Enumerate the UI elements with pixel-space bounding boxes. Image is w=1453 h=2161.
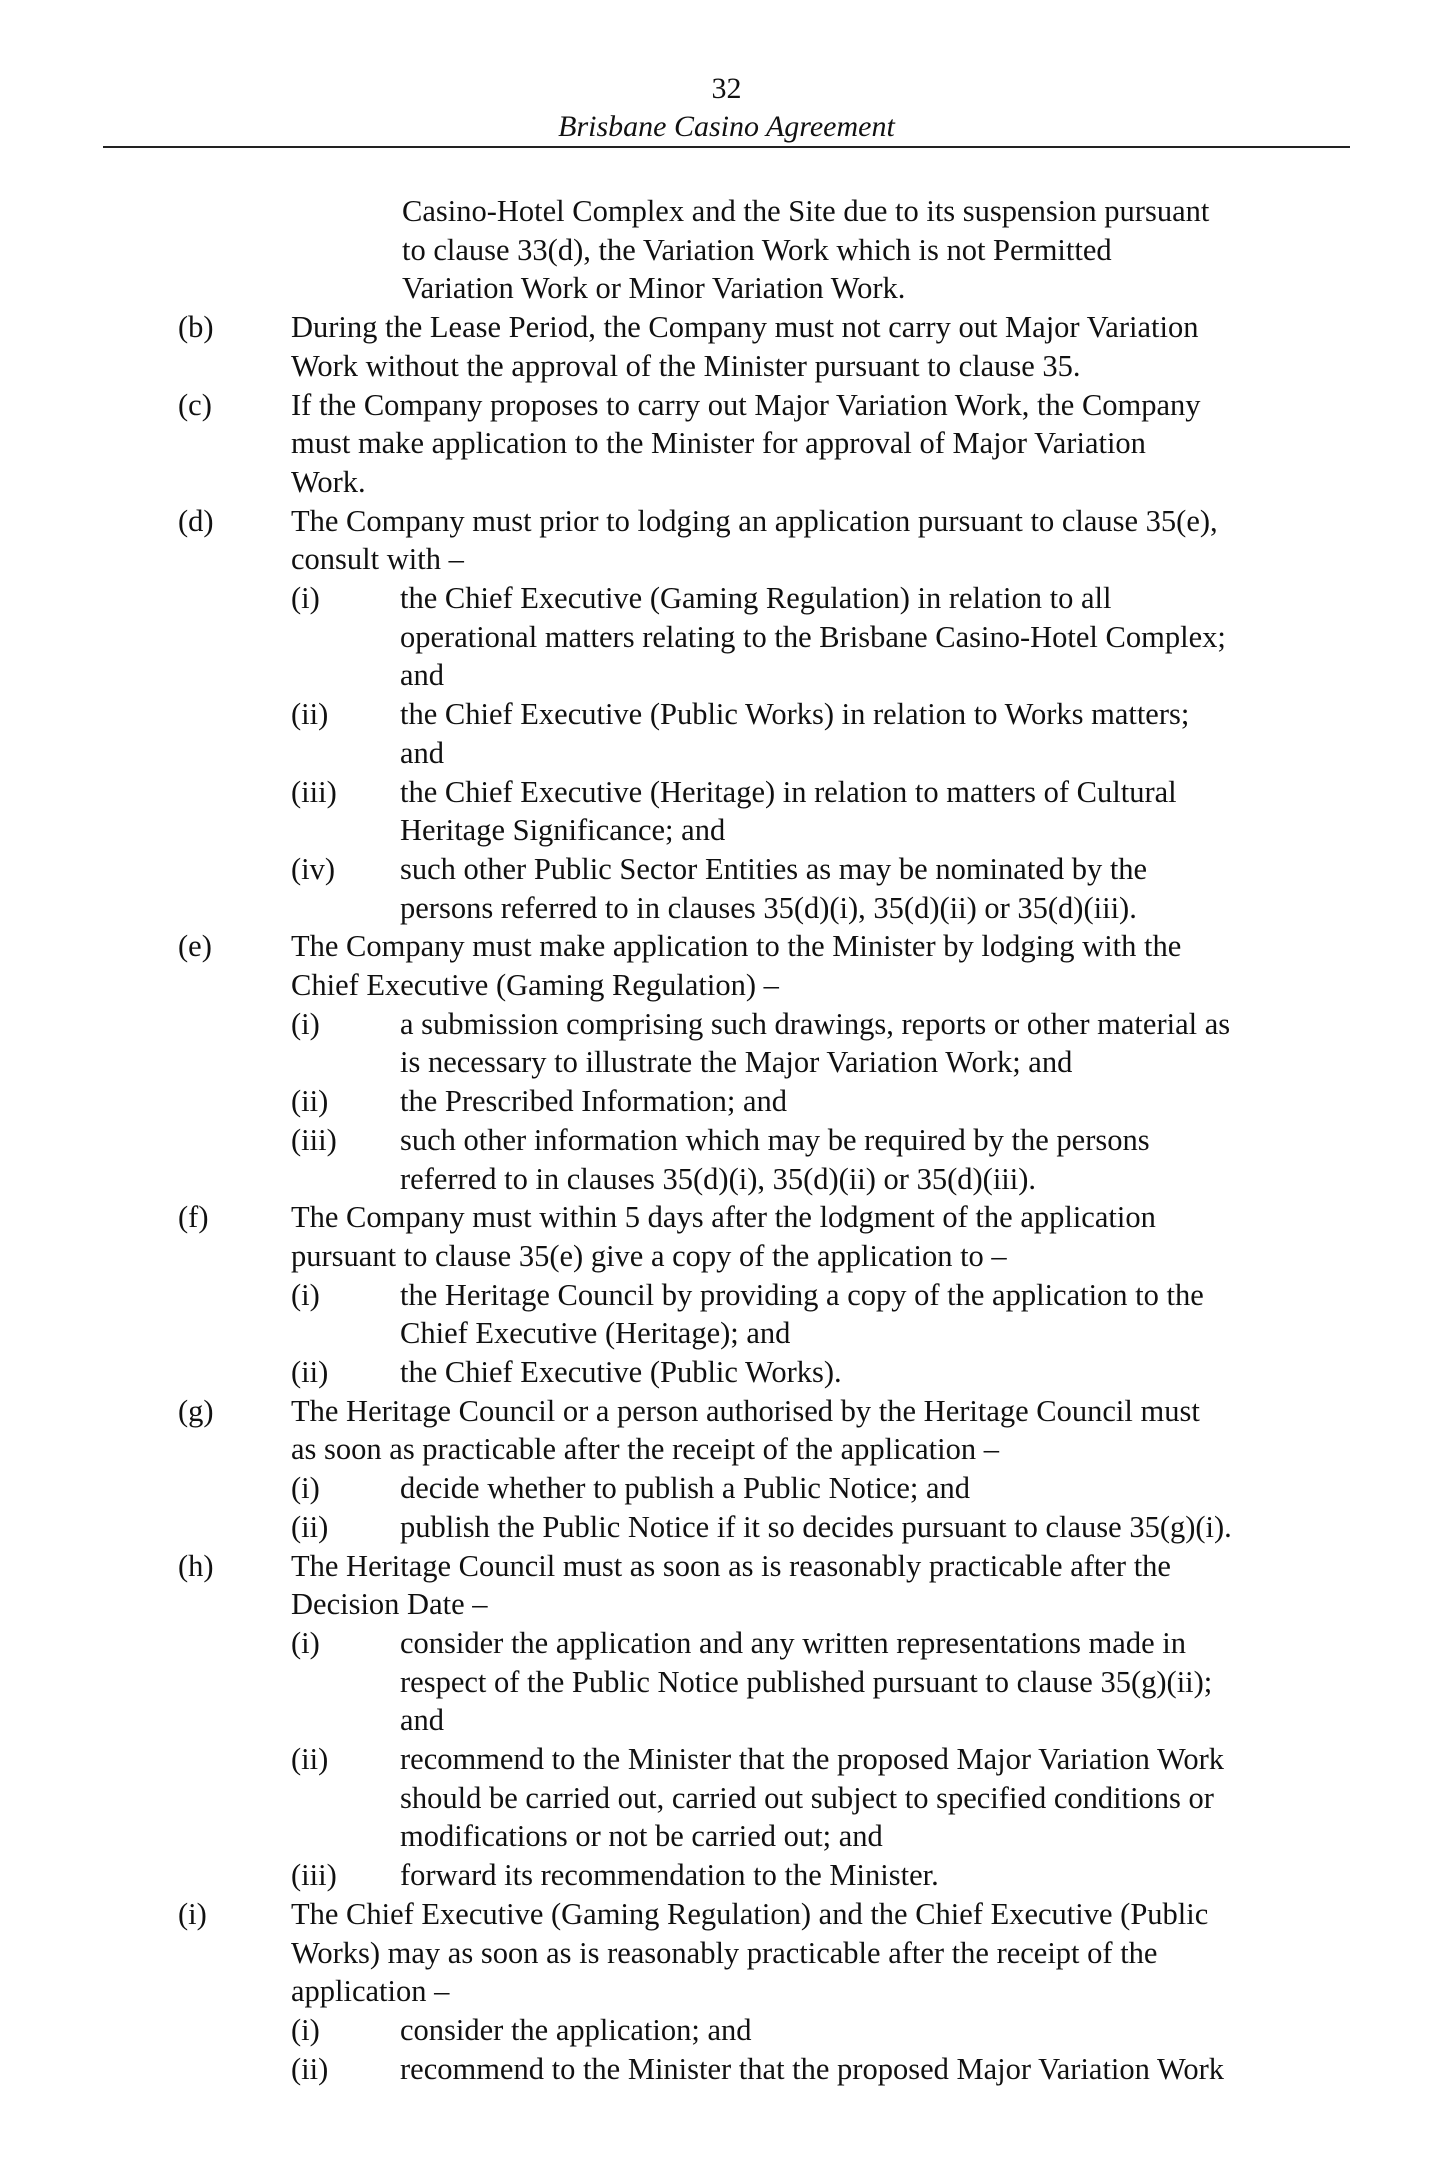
clause-text-line: a submission comprising such drawings, reports or other material as [400, 1007, 1231, 1041]
clause-text-line: Chief Executive (Gaming Regulation) – [291, 968, 779, 1002]
clause-label: (i) [291, 1278, 320, 1312]
clause-text-line: such other Public Sector Entities as may be nominated by the [400, 852, 1148, 886]
clause-text-line: Work without the approval of the Minister pursuant to clause 35. [291, 349, 1081, 383]
clause-text-line: the Heritage Council by providing a copy of the application to the [400, 1278, 1204, 1312]
clause-text-line: Variation Work or Minor Variation Work. [402, 271, 906, 305]
clause-text-line: The Company must within 5 days after the lodgment of the application [291, 1200, 1156, 1234]
clause-text-line: pursuant to clause 35(e) give a copy of the application to – [291, 1239, 1007, 1273]
clause-text-line: The Company must prior to lodging an application pursuant to clause 35(e), [291, 504, 1218, 538]
clause-text-line: consider the application and any written representations made in [400, 1626, 1186, 1660]
clause-label: (ii) [291, 2052, 329, 2086]
clause-text-line: to clause 33(d), the Variation Work which is not Permitted [402, 233, 1112, 267]
clause-text-line: The Chief Executive (Gaming Regulation) and the Chief Executive (Public [291, 1897, 1209, 1931]
clause-label: (ii) [291, 697, 329, 731]
page-number: 32 [711, 72, 742, 105]
clause-label: (i) [291, 1007, 320, 1041]
clause-text-line: the Prescribed Information; and [400, 1084, 788, 1118]
clause-label: (d) [178, 504, 214, 538]
clause-text-line: decide whether to publish a Public Notice; and [400, 1471, 971, 1505]
clause-text-line: Work. [291, 465, 366, 499]
clause-label: (iv) [291, 852, 336, 886]
clause-label: (i) [291, 1471, 320, 1505]
clause-text-line: referred to in clauses 35(d)(i), 35(d)(ii) or 35(d)(iii). [400, 1162, 1037, 1196]
clause-text-line: the Chief Executive (Public Works). [400, 1355, 842, 1389]
running-title: Brisbane Casino Agreement [558, 110, 895, 143]
clause-text-line: the Chief Executive (Heritage) in relation to matters of Cultural [400, 775, 1177, 809]
clause-label: (ii) [291, 1084, 329, 1118]
clause-text-line: such other information which may be required by the persons [400, 1123, 1150, 1157]
clause-label: (iii) [291, 1858, 337, 1892]
clause-text-line: as soon as practicable after the receipt of the application – [291, 1432, 999, 1466]
clause-text-line: should be carried out, carried out subject to specified conditions or [400, 1781, 1214, 1815]
clause-text-line: Heritage Significance; and [400, 813, 726, 847]
clause-text-line: If the Company proposes to carry out Major Variation Work, the Company [291, 388, 1201, 422]
clause-text-line: Chief Executive (Heritage); and [400, 1316, 791, 1350]
clause-label: (ii) [291, 1510, 329, 1544]
clause-text-line: recommend to the Minister that the proposed Major Variation Work [400, 1742, 1224, 1776]
clause-label: (ii) [291, 1355, 329, 1389]
clause-text-line: respect of the Public Notice published pursuant to clause 35(g)(ii); [400, 1665, 1213, 1699]
clause-text-line: The Company must make application to the Minister by lodging with the [291, 929, 1182, 963]
clause-text-line: recommend to the Minister that the proposed Major Variation Work [400, 2052, 1224, 2086]
clause-text-line: modifications or not be carried out; and [400, 1819, 883, 1853]
header-rule [103, 146, 1350, 148]
clause-text-line: The Heritage Council must as soon as is reasonably practicable after the [291, 1549, 1171, 1583]
clause-text-line: application – [291, 1974, 450, 2008]
clause-label: (h) [178, 1549, 214, 1583]
clause-text-line: the Chief Executive (Public Works) in relation to Works matters; [400, 697, 1190, 731]
clause-text-line: the Chief Executive (Gaming Regulation) in relation to all [400, 581, 1112, 615]
clause-label: (i) [291, 581, 320, 615]
clause-label: (f) [178, 1200, 209, 1234]
clause-text-line: must make application to the Minister for approval of Major Variation [291, 426, 1146, 460]
clause-text-line: forward its recommendation to the Minister. [400, 1858, 939, 1892]
clause-label: (i) [291, 1626, 320, 1660]
clause-text-line: is necessary to illustrate the Major Variation Work; and [400, 1045, 1073, 1079]
clause-text-line: Works) may as soon as is reasonably practicable after the receipt of the [291, 1936, 1158, 1970]
clause-label: (iii) [291, 775, 337, 809]
clause-label: (ii) [291, 1742, 329, 1776]
clause-text-line: and [400, 1703, 445, 1737]
clause-text-line: operational matters relating to the Brisbane Casino-Hotel Complex; [400, 620, 1226, 654]
clause-text-line: consider the application; and [400, 2013, 752, 2047]
clause-text-line: and [400, 658, 445, 692]
clause-text-line: consult with – [291, 542, 464, 576]
clause-text-line: persons referred to in clauses 35(d)(i), 35(d)(ii) or 35(d)(iii). [400, 891, 1137, 925]
page-header [0, 70, 1453, 146]
clause-text-line: publish the Public Notice if it so decides pursuant to clause 35(g)(i). [400, 1510, 1232, 1544]
clause-label: (i) [291, 2013, 320, 2047]
clause-label: (g) [178, 1394, 214, 1428]
clause-label: (b) [178, 310, 214, 344]
clause-text-line: Casino-Hotel Complex and the Site due to its suspension pursuant [402, 194, 1210, 228]
clause-text-line: and [400, 736, 445, 770]
clause-text-line: During the Lease Period, the Company must not carry out Major Variation [291, 310, 1199, 344]
clause-label: (iii) [291, 1123, 337, 1157]
clause-text-line: Decision Date – [291, 1587, 488, 1621]
clause-text-line: The Heritage Council or a person authorised by the Heritage Council must [291, 1394, 1200, 1428]
clause-label: (e) [178, 929, 212, 963]
clause-label: (c) [178, 388, 212, 422]
clause-label: (i) [178, 1897, 207, 1931]
